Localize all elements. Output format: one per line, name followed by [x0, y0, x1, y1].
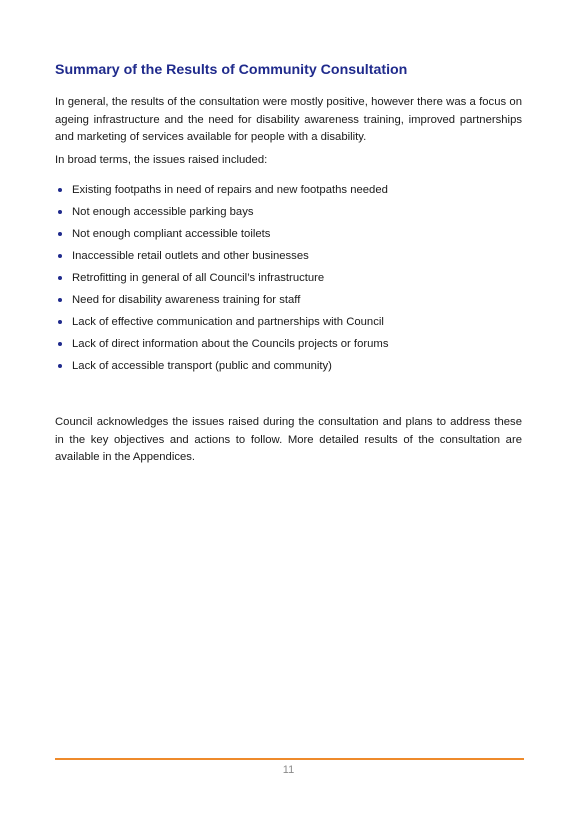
intro-paragraph: In general, the results of the consultation were mostly positive, however there was a focus on ageing infrastructure and the need for disability awareness training, improved partnerships and marketing of services available for people with a disability. — [55, 96, 522, 143]
list-item — [55, 223, 522, 245]
list-item-text: Lack of effective communication and partnerships with Council — [72, 316, 384, 328]
closing-paragraph: Council acknowledges the issues raised during the consultation and plans to address these in the key objectives and actions to follow. More detailed results of the consultation are available in the Appendices. — [55, 416, 522, 463]
bullet-icon — [58, 298, 62, 302]
list-item-text: Inaccessible retail outlets and other businesses — [72, 250, 309, 262]
bullet-icon — [58, 232, 62, 236]
bullet-icon — [58, 210, 62, 214]
list-item-text: Existing footpaths in need of repairs and new footpaths needed — [72, 184, 388, 196]
list-item — [55, 201, 522, 223]
bullet-icon — [58, 320, 62, 324]
bullet-icon — [58, 254, 62, 258]
list-item — [55, 245, 522, 267]
section-heading: Summary of the Results of Community Consultation — [55, 62, 408, 78]
bullet-icon — [58, 364, 62, 368]
list-item-text: Need for disability awareness training for staff — [72, 294, 301, 306]
list-item-text: Not enough compliant accessible toilets — [72, 228, 271, 240]
list-item-text: Not enough accessible parking bays — [72, 206, 254, 218]
footer-divider — [55, 758, 524, 760]
bullet-icon — [58, 342, 62, 346]
list-item — [55, 289, 522, 311]
list-item — [55, 311, 522, 333]
list-item — [55, 267, 522, 289]
bullet-icon — [58, 276, 62, 280]
list-item-text: Lack of accessible transport (public and community) — [72, 360, 332, 372]
issues-list — [55, 179, 522, 377]
issues-intro-text: In broad terms, the issues raised included: — [55, 154, 268, 166]
list-item-text: Lack of direct information about the Councils projects or forums — [72, 338, 389, 350]
list-item-text: Retrofitting in general of all Council’s infrastructure — [72, 272, 325, 284]
list-item — [55, 179, 522, 201]
list-item — [55, 355, 522, 377]
list-item — [55, 333, 522, 355]
bullet-icon — [58, 188, 62, 192]
page-number: 11 — [282, 764, 295, 776]
